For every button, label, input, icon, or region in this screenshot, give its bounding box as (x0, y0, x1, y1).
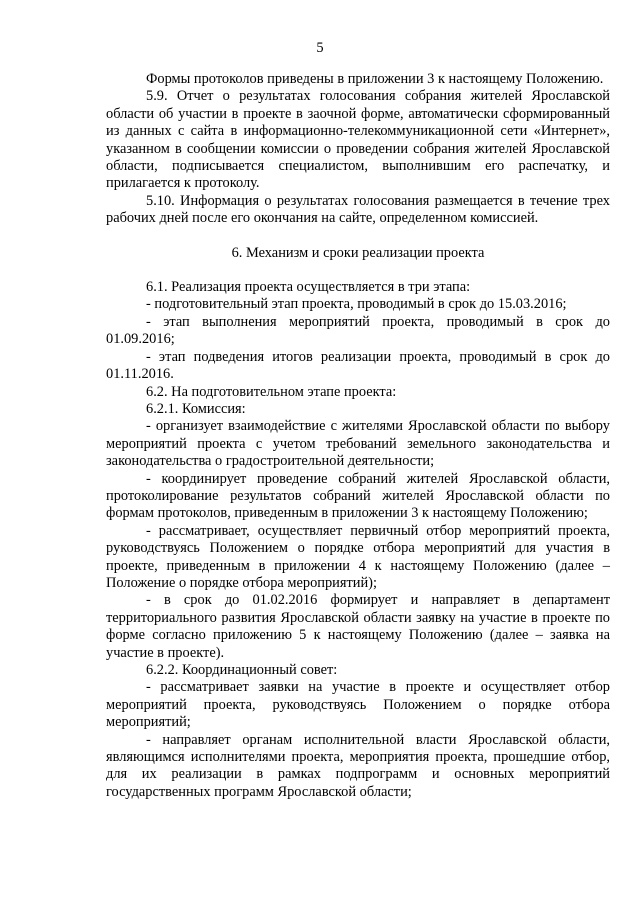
section-heading: 6. Механизм и сроки реализации проекта (231, 244, 485, 261)
paragraph: - подготовительный этап проекта, проводимый в срок до 15.03.2016; (146, 296, 567, 313)
paragraph: - координирует проведение собраний жителей Ярославской области, протоколирование результатов собраний жителей Ярославской области по формам протоколов, приведенным в приложении 3 к настоящему Положению; (106, 470, 610, 522)
paragraph: - направляет органам исполнительной власти Ярославской области, являющимся исполнителями проекта, мероприятия проекта, прошедшие отбор, для их реализации в рамках подпрограмм и основных мероприятий государственных программ Ярославской области; (106, 731, 610, 800)
document-body (106, 71, 610, 801)
paragraph: - рассматривает, осуществляет первичный отбор мероприятий проекта, руководствуясь Положением о порядке отбора мероприятий для участия в проекте, приведенным в приложении 4 к настоящему Положению (далее – Положение о порядке отбора мероприятий); (106, 522, 610, 591)
paragraph: - этап подведения итогов реализации проекта, проводимый в срок до 01.11.2016. (106, 348, 610, 383)
paragraph: - в срок до 01.02.2016 формирует и направляет в департамент территориального развития Ярославской области заявку на участие в проекте по форме согласно приложению 5 к настоящему Положению (далее – заявка на участие в проекте). (106, 592, 610, 661)
paragraph: 5.10. Информация о результатах голосования размещается в течение трех рабочих дней после его окончания на сайте, определенном комиссией. (106, 192, 610, 227)
paragraph: - организует взаимодействие с жителями Ярославской области по выбору мероприятий проекта с учетом требований земельного законодательства и законодательства о градостроительной деятельности; (106, 418, 610, 470)
paragraph: 6.2.2. Координационный совет: (146, 662, 338, 678)
paragraph: 6.2.1. Комиссия: (146, 400, 246, 417)
paragraph: - рассматривает заявки на участие в проекте и осуществляет отбор мероприятий проекта, руководствуясь Положением о порядке отбора мероприятий; (106, 679, 610, 731)
paragraph: 6.2. На подготовительном этапе проекта: (146, 383, 397, 400)
paragraph: 6.1. Реализация проекта осуществляется в три этапа: (146, 279, 471, 296)
paragraph: - этап выполнения мероприятий проекта, проводимый в срок до 01.09.2016; (106, 313, 610, 348)
page-number: 5 (316, 40, 324, 56)
paragraph: 5.9. Отчет о результатах голосования собрания жителей Ярославской области об участии в проекте в заочной форме, автоматически сформированный из данных с сайта в информационно-телекоммуникационной сети «Интернет», указанном в сообщении комиссии о проведении собрания жителей Ярославской области, подписывается специалистом, выполнившим его распечатку, и прилагается к протоколу. (106, 88, 610, 192)
paragraph: Формы протоколов приведены в приложении 3 к настоящему Положению. (146, 71, 604, 87)
